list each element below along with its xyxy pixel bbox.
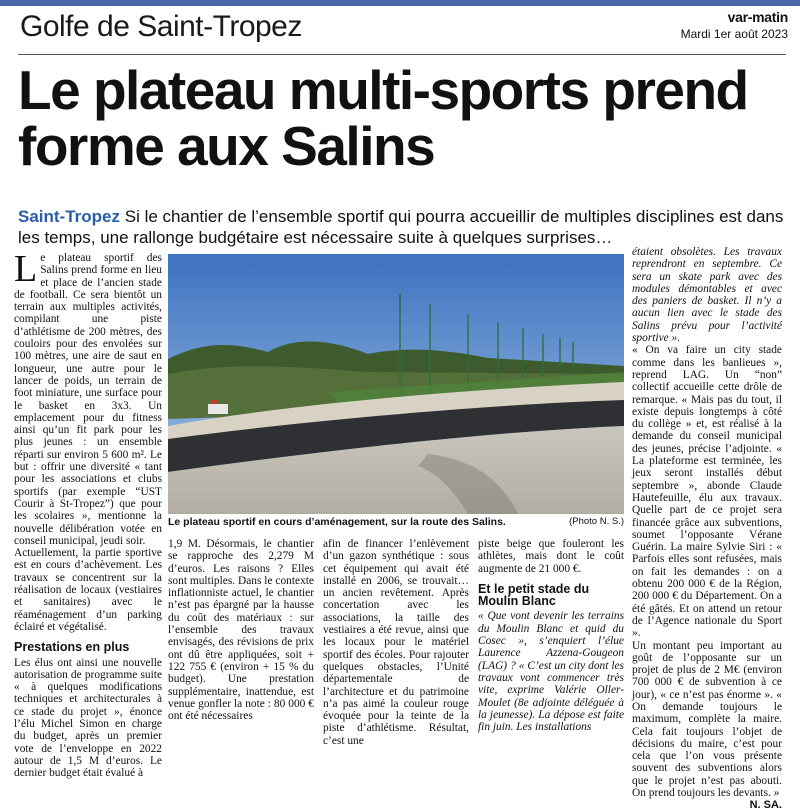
masthead [681, 9, 788, 41]
paragraph: « On va faire un city stade comme dans les banlieues », reprend LAG. Un “non” collectif accueille cette drôle de remarque. « Mais pas du tout, il existe depuis longtemps à côté du collège » et, est réalisé à la demande du conseil municipal des jeunes, précise l’adjointe. « La plateforme est terminée, les jeux seront installés début septembre », abonde Claude Hautefeuille, élu aux travaux. Quelle part de ce projet sera financée grâce aux subventions, soumet l’opposante Vérane Guérin. La maire Sylvie Siri : « Parfois elles sont refusées, mais on fait les demandes : on a obtenu 200 000 € de la Région, 200 000 € du Département. On a été gâtés. Et on attend un retour de l’Agence nationale du Sport ». [632, 344, 782, 640]
header-rule [18, 54, 786, 55]
paragraph: Actuellement, la partie sportive est en cours d’achèvement. Les travaux se concentrent sur la réalisation de locaux (vestiaires et sanitaires) avec le réaménagement d’un parking éclairé et végétalisé. [14, 547, 162, 633]
column-1 [14, 248, 162, 780]
column-5 [632, 246, 782, 812]
deck [18, 206, 788, 248]
drop-cap: L [14, 248, 38, 290]
paragraph: étaient obsolètes. Les travaux reprendront en septembre. Ce sera un skate park avec des modules démontables et avec des paniers de basket. Il n’y a aucun lien avec le stade des Salins prévu pour l’activité sportive ». [632, 246, 782, 345]
photo-caption [168, 516, 624, 528]
sports-field-photo [168, 254, 624, 514]
column-4 [478, 538, 624, 733]
paragraph: Un montant peu important au goût de l’opposante sur un projet de plus de 2 M€ (environ 700 000 € de subvention à ce jour), « ce n’est pas énorme ». « On demande toujours le maximum, complète la maire. Cela fait toujours l’objet de décisions du maire, c’est pour cela que l’on vous présente souvent des subventions alors que le projet n’est pas abouti. On prend toujours les devants. » [632, 639, 782, 800]
paragraph: afin de financer l’enlèvement d’un gazon synthétique : sous cet équipement qui avait été installé en 2006, se trouvait… un ancien revêtement. Après concertation avec les associations, la taille des vestiaires a été revue, ainsi que les locaux pour le matériel sportif des écoles. Pour rajouter quelques obstacles, l’Unité départementale de l’architecture et du patrimoine n’a pas aimé la couleur rouge évoquée pour la teinte de la piste d’athlétisme. Résultat, c’est une [323, 538, 469, 747]
paragraph: 1,9 M. Désormais, le chantier se rapproche des 2,279 M d’euros. Les raisons ? Elles sont multiples. Dans le contexte inflationniste actuel, le chantier n’est pas épargné par la hausse du coût des matériaux : sur l’ensemble des travaux envisagés, des révisions de prix ont dû être appliquées, soit + 122 755 € (environ + 15 % du budget). Une prestation supplémentaire, inattendue, est venue gonfler la note : 80 000 € ont été nécessaires [168, 538, 314, 723]
deck-text: Si le chantier de l’ensemble sportif qui pourra accueillir de multiples disciplines est dans les temps, une rallonge budgétaire est nécessaire suite à quelques surprises… [18, 207, 784, 247]
dateline-place: Saint-Tropez [18, 207, 121, 226]
paragraph: Les élus ont ainsi une nouvelle autorisation de programme suite « à quelques modifications techniques et architecturales à ce stade du projet », énonce l’élu Michel Simon en charge du budget, après un premier vote de l’enveloppe en 2022 autour de 1,5 M d’euros. Le dernier budget était évalué à [14, 656, 162, 780]
column-3 [323, 538, 469, 747]
headline: Le plateau multi-sports prend forme aux Salins [18, 59, 748, 177]
column-2 [168, 538, 314, 722]
top-color-bar [0, 0, 800, 6]
issue-date: Mardi 1er août 2023 [680, 27, 788, 41]
subhead-prestations: Prestations en plus [14, 640, 130, 655]
paragraph: e plateau sportif des Salins prend forme en lieu et place de l’ancien stade de football. Ce sera bientôt un terrain aux multiples activités, compilant une piste d’athlétisme de 200 mètres, des couloirs pour des envolées sur 100 mètres, une aire de saut en longueur, une autre pour le lancer de poids, un terrain de foot miniature, une surface pour le basket en 3x3. Un emplacement pour du fitness ainsi qu’un fit park pour les plus jeunes : un ensemble réparti sur environ 5 600 m². Le but : offrir une diversité « tant pour les associations et clubs sportifs (par exemple “UST Courir à St-Tropez”) que pour les scolaires », mentionne la nouvelle délibération votée en conseil municipal, jeudi soir. [14, 252, 162, 547]
caption-text: Le plateau sportif en cours d’aménagement, sur la route des Salins. [168, 516, 506, 528]
paragraph: « Que vont devenir les terrains du Moulin Blanc et quid du Cosec », s’enquiert l’élue Laurence Azzena-Gougeon (LAG) ? « C’est un city dont les travaux vont commencer très vite, exprime Valérie Oller-Moulet (8e adjointe déléguée à la jeunesse). La dépose est faite fin juin. Les installations [478, 610, 624, 734]
paragraph: piste beige que fouleront les athlètes, mais dont le coût augmente de 21 000 €. [478, 538, 624, 575]
author-signature: N. SA. [749, 799, 782, 812]
brand-name: var-matin [727, 9, 788, 25]
subhead-moulin-blanc: Et le petit stade du Moulin Blanc [478, 581, 590, 609]
photo-credit: (Photo N. S.) [569, 516, 624, 527]
section-title: Golfe de Saint-Tropez [20, 10, 302, 43]
article-photo [168, 254, 624, 514]
